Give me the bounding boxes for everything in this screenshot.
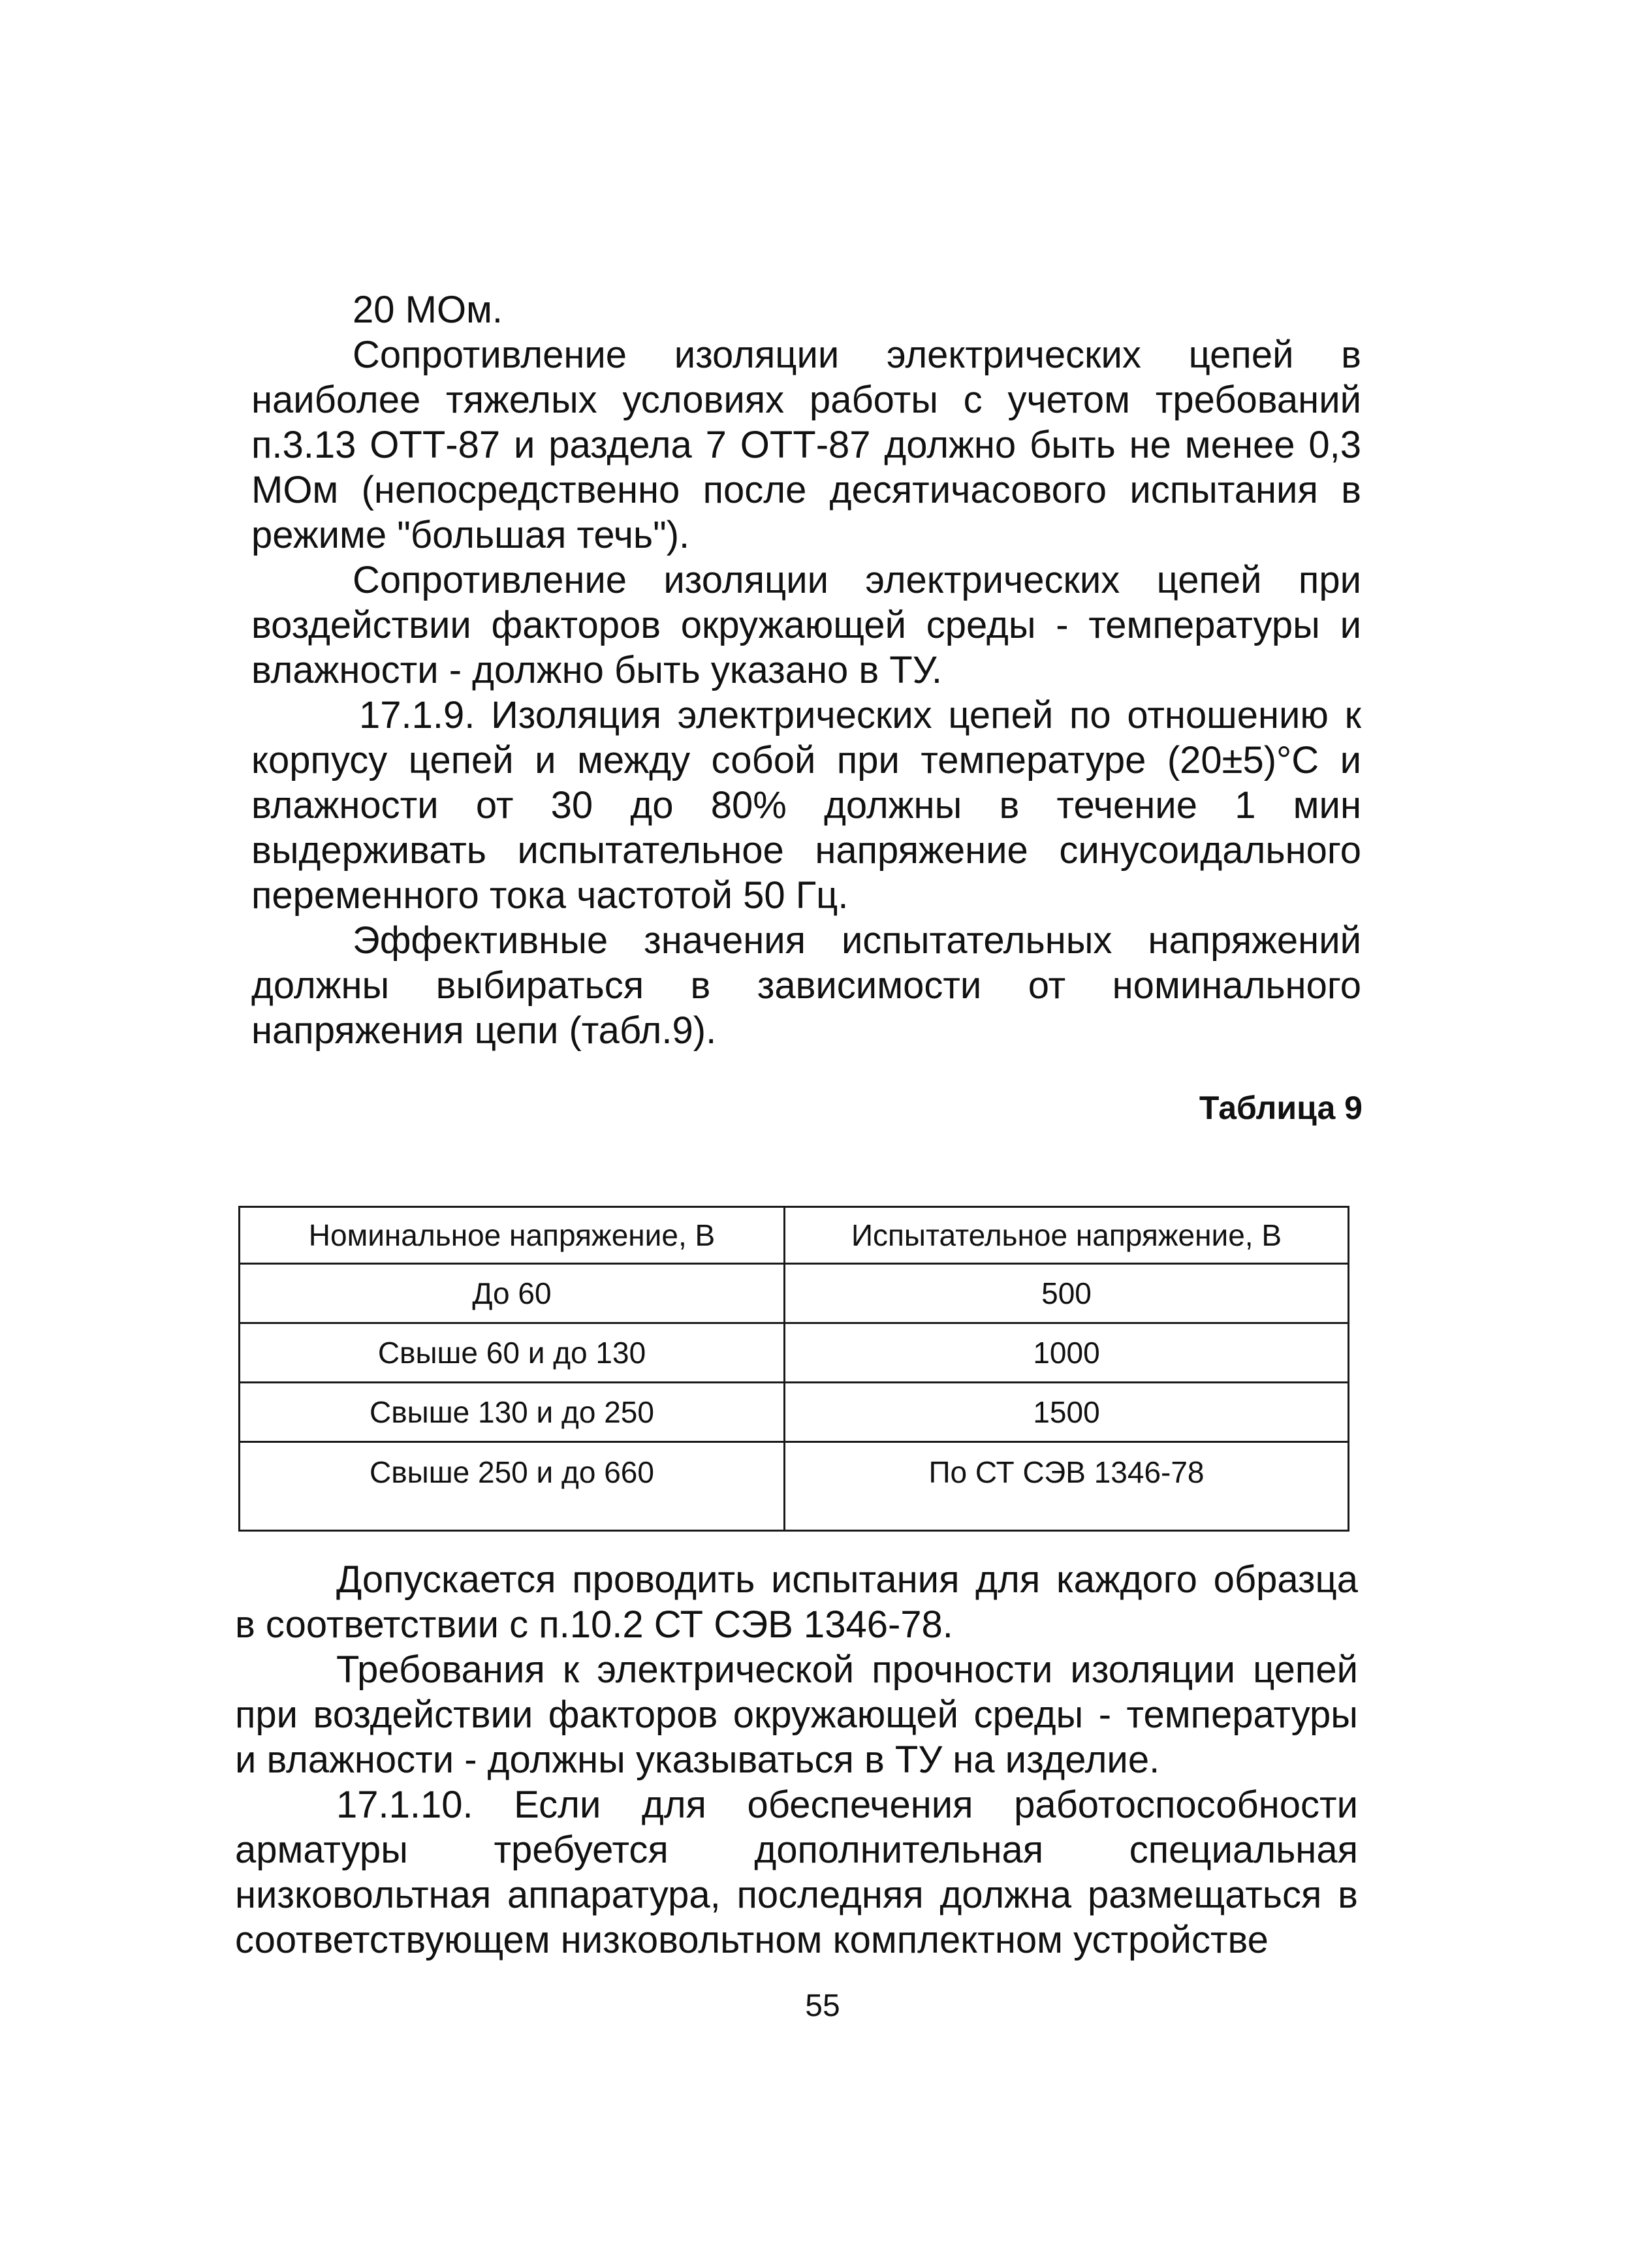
top-text-block bbox=[251, 287, 1361, 1053]
table-cell: Свыше 60 и до 130 bbox=[240, 1323, 785, 1383]
paragraph-17-1-9: 17.1.9. Изоляция электрических цепей по отношению к корпусу цепей и между собой при температуре (20±5)°С и влажности от 30 до 80% должны в течение 1 мин выдерживать испытательное напряжение синусоидального переменного тока частотой 50 Гц. bbox=[251, 694, 1361, 917]
paragraph-effective-values: Эффективные значения испытательных напряжений должны выбираться в зависимости от номинального напряжения цепи (табл.9). bbox=[251, 919, 1361, 1052]
table-cell: 1500 bbox=[785, 1383, 1349, 1442]
paragraph-17-1-10: 17.1.10. Если для обеспечения работоспособности арматуры требуется дополнительная специальная низковольтная аппаратура, последняя должна размещаться в соответствующем низковольтном комплектном устройстве bbox=[235, 1784, 1358, 1961]
table-row bbox=[240, 1264, 1349, 1323]
page-number: 55 bbox=[805, 1989, 840, 2023]
table-cell: До 60 bbox=[240, 1264, 785, 1323]
table-cell: 500 bbox=[785, 1264, 1349, 1323]
table-header-row bbox=[240, 1207, 1349, 1264]
table-cell: По СТ СЭВ 1346-78 bbox=[785, 1442, 1349, 1531]
table-row bbox=[240, 1383, 1349, 1442]
table-row bbox=[240, 1442, 1349, 1531]
paragraph-dielectric-strength: Требования к электрической прочности изоляции цепей при воздействии факторов окружающей среды - температуры и влажности - должны указываться в ТУ на изделие. bbox=[235, 1648, 1358, 1781]
table-cell: 1000 bbox=[785, 1323, 1349, 1383]
bottom-text-block bbox=[235, 1557, 1358, 1962]
voltage-table bbox=[238, 1206, 1349, 1532]
table-cell: Свыше 250 и до 660 bbox=[240, 1442, 785, 1531]
table-header-cell: Номинальное напряжение, В bbox=[240, 1207, 785, 1264]
paragraph-environment-factors: Сопротивление изоляции электрических цепей при воздействии факторов окружающей среды - температуры и влажности - должно быть указано в ТУ. bbox=[251, 559, 1361, 691]
table-header-cell: Испытательное напряжение, В bbox=[785, 1207, 1349, 1264]
table-title: Таблица 9 bbox=[1199, 1090, 1363, 1126]
table-cell: Свыше 130 и до 250 bbox=[240, 1383, 785, 1442]
paragraph-continuation: 20 МОм. bbox=[353, 289, 503, 331]
table-row bbox=[240, 1323, 1349, 1383]
paragraph-testing-allowed: Допускается проводить испытания для каждого образца в соответствии с п.10.2 СТ СЭВ 1346-78. bbox=[235, 1558, 1358, 1646]
paragraph-insulation-resistance: Сопротивление изоляции электрических цепей в наиболее тяжелых условиях работы с учетом требований п.3.13 ОТТ-87 и раздела 7 ОТТ-87 должно быть не менее 0,3 МОм (непосредственно после десятичасового испытания в режиме "большая течь"). bbox=[251, 334, 1361, 556]
